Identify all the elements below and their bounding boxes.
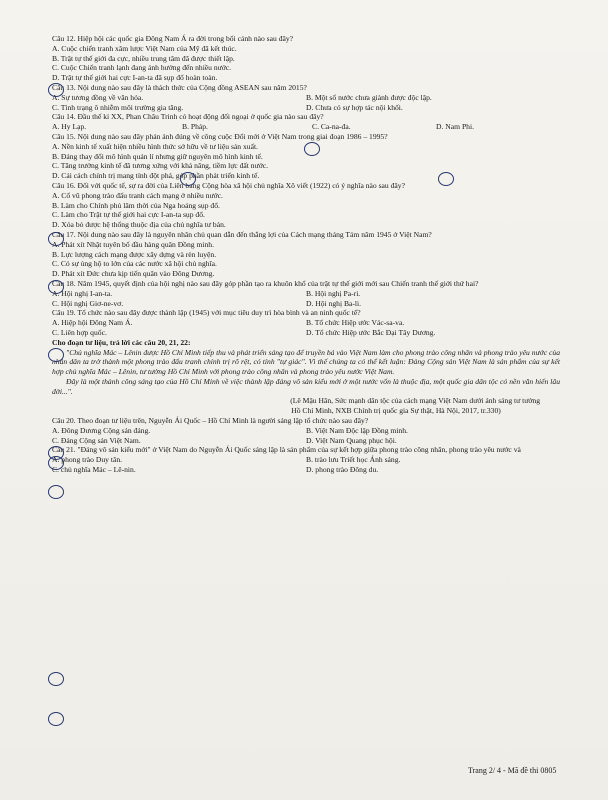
passage-paragraph-2: Đây là một thành công sáng tạo của Hồ Chí Minh về việc thành lập đảng vô sản kiểu mới ở một nước vốn là thuộc địa, một quốc gia dân tộc có nền văn hiến lâu đời...". (52, 376, 560, 396)
q19-options-row1 (52, 318, 560, 328)
q18-option-d: D. Hội nghị Ba-li. (306, 298, 362, 308)
q15-option-a: A. Nền kinh tế xuất hiện nhiều hình thức sở hữu về tư liệu sản xuất. (52, 141, 258, 151)
passage-paragraph-1: "Chủ nghĩa Mác – Lênin được Hồ Chí Minh tiếp thu và phát triển sáng tạo để truyền bá vào Việt Nam làm cho phong trào công nhân và phong trào yêu nước của nhân dân ta trở thành một phong trào đấu tranh chính trị rõ rệt, có tính "tự giác". Vì thế chúng ta có thể kết luận: Đảng Cộng sản Việt Nam là sản phẩm của sự kết hợp chủ nghĩa Mác – Lênin, tư tưởng Hồ Chí Minh với phong trào công nhân và phong trào yêu nước Việt Nam. (52, 347, 560, 377)
q17-option-c: C. Có sự ủng hộ to lớn của các nước xã hội chủ nghĩa. (52, 259, 217, 269)
q20-options-row2 (52, 436, 560, 446)
q13-option-a: A. Sự tương đồng về văn hóa. (52, 92, 144, 102)
q16-option-d: D. Xóa bỏ được hệ thống thuộc địa của chủ nghĩa tư bản. (52, 220, 226, 230)
question-21: Câu 21. "Đảng vô sản kiểu mới" ở Việt Nam do Nguyễn Ái Quốc sáng lập là sản phẩm của sự kết hợp giữa phong trào công nhân, phong trào yêu nước và (52, 445, 521, 455)
question-12: Câu 12. Hiệp hội các quốc gia Đông Nam Á ra đời trong bối cảnh nào sau đây? (52, 34, 294, 43)
q21-option-b: B. trào lưu Triết học Ánh sáng. (306, 455, 401, 465)
q14-option-c: C. Ca-na-đa. (312, 122, 351, 132)
q16-option-b: B. Làm cho Chính phủ lâm thời của Nga hoảng sụp đổ. (52, 200, 220, 210)
q18-option-a: A. Hội nghị I-an-ta. (52, 288, 113, 298)
q14-option-a: A. Hy Lạp. (52, 122, 87, 132)
q19-options-row2 (52, 328, 560, 338)
q13-options-row2 (52, 103, 560, 113)
q20-option-d: D. Việt Nam Quang phục hội. (306, 435, 397, 445)
q17-option-d: D. Phát xít Đức chưa kịp tiến quân vào Đông Dương. (52, 269, 215, 279)
question-14: Câu 14. Đầu thế kỉ XX, Phan Châu Trinh có hoạt động đối ngoại ở quốc gia nào sau đây? (52, 112, 324, 122)
question-17: Câu 17. Nội dung nào sau đây là nguyên nhân chủ quan dẫn đến thắng lợi của Cách mạng tháng Tám năm 1945 ở Việt Nam? (52, 229, 432, 239)
exam-content (52, 34, 560, 475)
question-18: Câu 18. Năm 1945, quyết định của hội nghị nào sau đây góp phần tạo ra khuôn khổ của trật tự thế giới mới sau Chiến tranh thế giới thứ hai? (52, 278, 479, 288)
q18-options-row2 (52, 299, 560, 309)
q16-option-c: C. Làm cho Trật tự thế giới hai cực I-an-ta sụp đổ. (52, 210, 205, 220)
question-13: Câu 13. Nội dung nào sau đây là thách thức của Cộng đồng ASEAN sau năm 2015? (52, 82, 307, 92)
q12-option-d: D. Trật tự thế giới hai cực I-an-ta đã sụp đổ hoàn toàn. (52, 73, 218, 83)
q21-options-row2 (52, 465, 560, 475)
q15-option-b: B. Đáng thay đổi mô hình quản lí nhưng giữ nguyên mô hình kinh tế. (52, 151, 263, 161)
q19-option-c: C. Liên hợp quốc. (52, 327, 107, 337)
q20-option-b: B. Việt Nam Độc lập Đồng minh. (306, 425, 408, 435)
q19-option-b: B. Tổ chức Hiệp ước Vác-sa-va. (306, 318, 405, 328)
passage-citation-1: (Lê Mậu Hãn, Sức mạnh dân tộc của cách mạng Việt Nam dưới ánh sáng tư tưởng (290, 396, 540, 406)
question-20: Câu 20. Theo đoạn tư liệu trên, Nguyễn Ái Quốc – Hồ Chí Minh là người sáng lập tổ chức nào sau đây? (52, 416, 369, 426)
page-footer: Trang 2/ 4 - Mã đề thi 0805 (468, 766, 557, 775)
q14-option-d: D. Nam Phi. (436, 122, 474, 132)
q17-option-b: B. Lực lượng cách mạng được xây dựng và rèn luyện. (52, 249, 217, 259)
passage-heading: Cho đoạn tư liệu, trả lời các câu 20, 21, 22: (52, 337, 191, 347)
q16-option-a: A. Cổ vũ phong trào đấu tranh cách mạng ở nhiều nước. (52, 190, 223, 200)
q15-option-c: C. Tăng trưởng kinh tế đã tương xứng với khả năng, tiềm lực đất nước. (52, 161, 268, 171)
question-16: Câu 16. Đối với quốc tế, sự ra đời của Liên bang Cộng hòa xã hội chủ nghĩa Xô viết (1922) có ý nghĩa nào sau đây? (52, 180, 405, 190)
q20-option-c: C. Đảng Cộng sản Việt Nam. (52, 435, 141, 445)
answer-mark-q19 (48, 485, 64, 499)
q14-option-b: B. Pháp. (182, 122, 208, 132)
q17-option-a: A. Phát xít Nhật tuyên bố đầu hàng quân Đồng minh. (52, 239, 214, 249)
q13-option-d: D. Chưa có sự hợp tác nội khối. (306, 102, 403, 112)
q14-options (52, 122, 560, 132)
q21-option-a: A. phong trào Duy tân. (52, 455, 123, 465)
q18-option-b: B. Hội nghị Pa-ri. (306, 288, 361, 298)
q21-option-c: C. chủ nghĩa Mác – Lê-nin. (52, 465, 136, 475)
q18-options-row1 (52, 289, 560, 299)
q19-option-d: D. Tổ chức Hiệp ước Bắc Đại Tây Dương. (306, 327, 436, 337)
q21-option-d: D. phong trào Đông du. (306, 465, 379, 475)
answer-mark-q20 (48, 672, 64, 686)
question-19: Câu 19. Tổ chức nào sau đây được thành lập (1945) với mục tiêu duy trì hòa bình và an ninh quốc tế? (52, 308, 361, 318)
q18-option-c: C. Hội nghị Giơ-ne-vơ. (52, 298, 124, 308)
q21-options-row1 (52, 455, 560, 465)
q13-option-b: B. Một số nước chưa giành được độc lập. (306, 92, 432, 102)
q13-option-c: C. Tình trạng ô nhiễm môi trường gia tăng. (52, 102, 184, 112)
q19-option-a: A. Hiệp hội Đông Nam Á. (52, 318, 133, 328)
q13-options-row1 (52, 93, 560, 103)
q12-option-c: C. Cuộc Chiến tranh lạnh đang ảnh hưởng đến nhiều nước. (52, 63, 232, 73)
q12-option-a: A. Cuộc chiến tranh xâm lược Việt Nam của Mỹ đã kết thúc. (52, 43, 237, 53)
q12-option-b: B. Trật tự thế giới đa cực, nhiều trung tâm đã được thiết lập. (52, 53, 235, 63)
answer-mark-q21 (48, 712, 64, 726)
passage-citation-2: Hồ Chí Minh, NXB Chính trị quốc gia Sự thật, Hà Nội, 2017, tr.330) (291, 406, 501, 416)
q20-options-row1 (52, 426, 560, 436)
q15-option-d: D. Cải cách chính trị mang tính đột phá, góp phần phát triển kinh tế. (52, 171, 260, 181)
question-15: Câu 15. Nội dung nào sau đây phản ánh đúng về công cuộc Đổi mới ở Việt Nam trong giai đoạn 1986 – 1995? (52, 131, 388, 141)
q20-option-a: A. Đông Dương Cộng sản đảng. (52, 425, 151, 435)
